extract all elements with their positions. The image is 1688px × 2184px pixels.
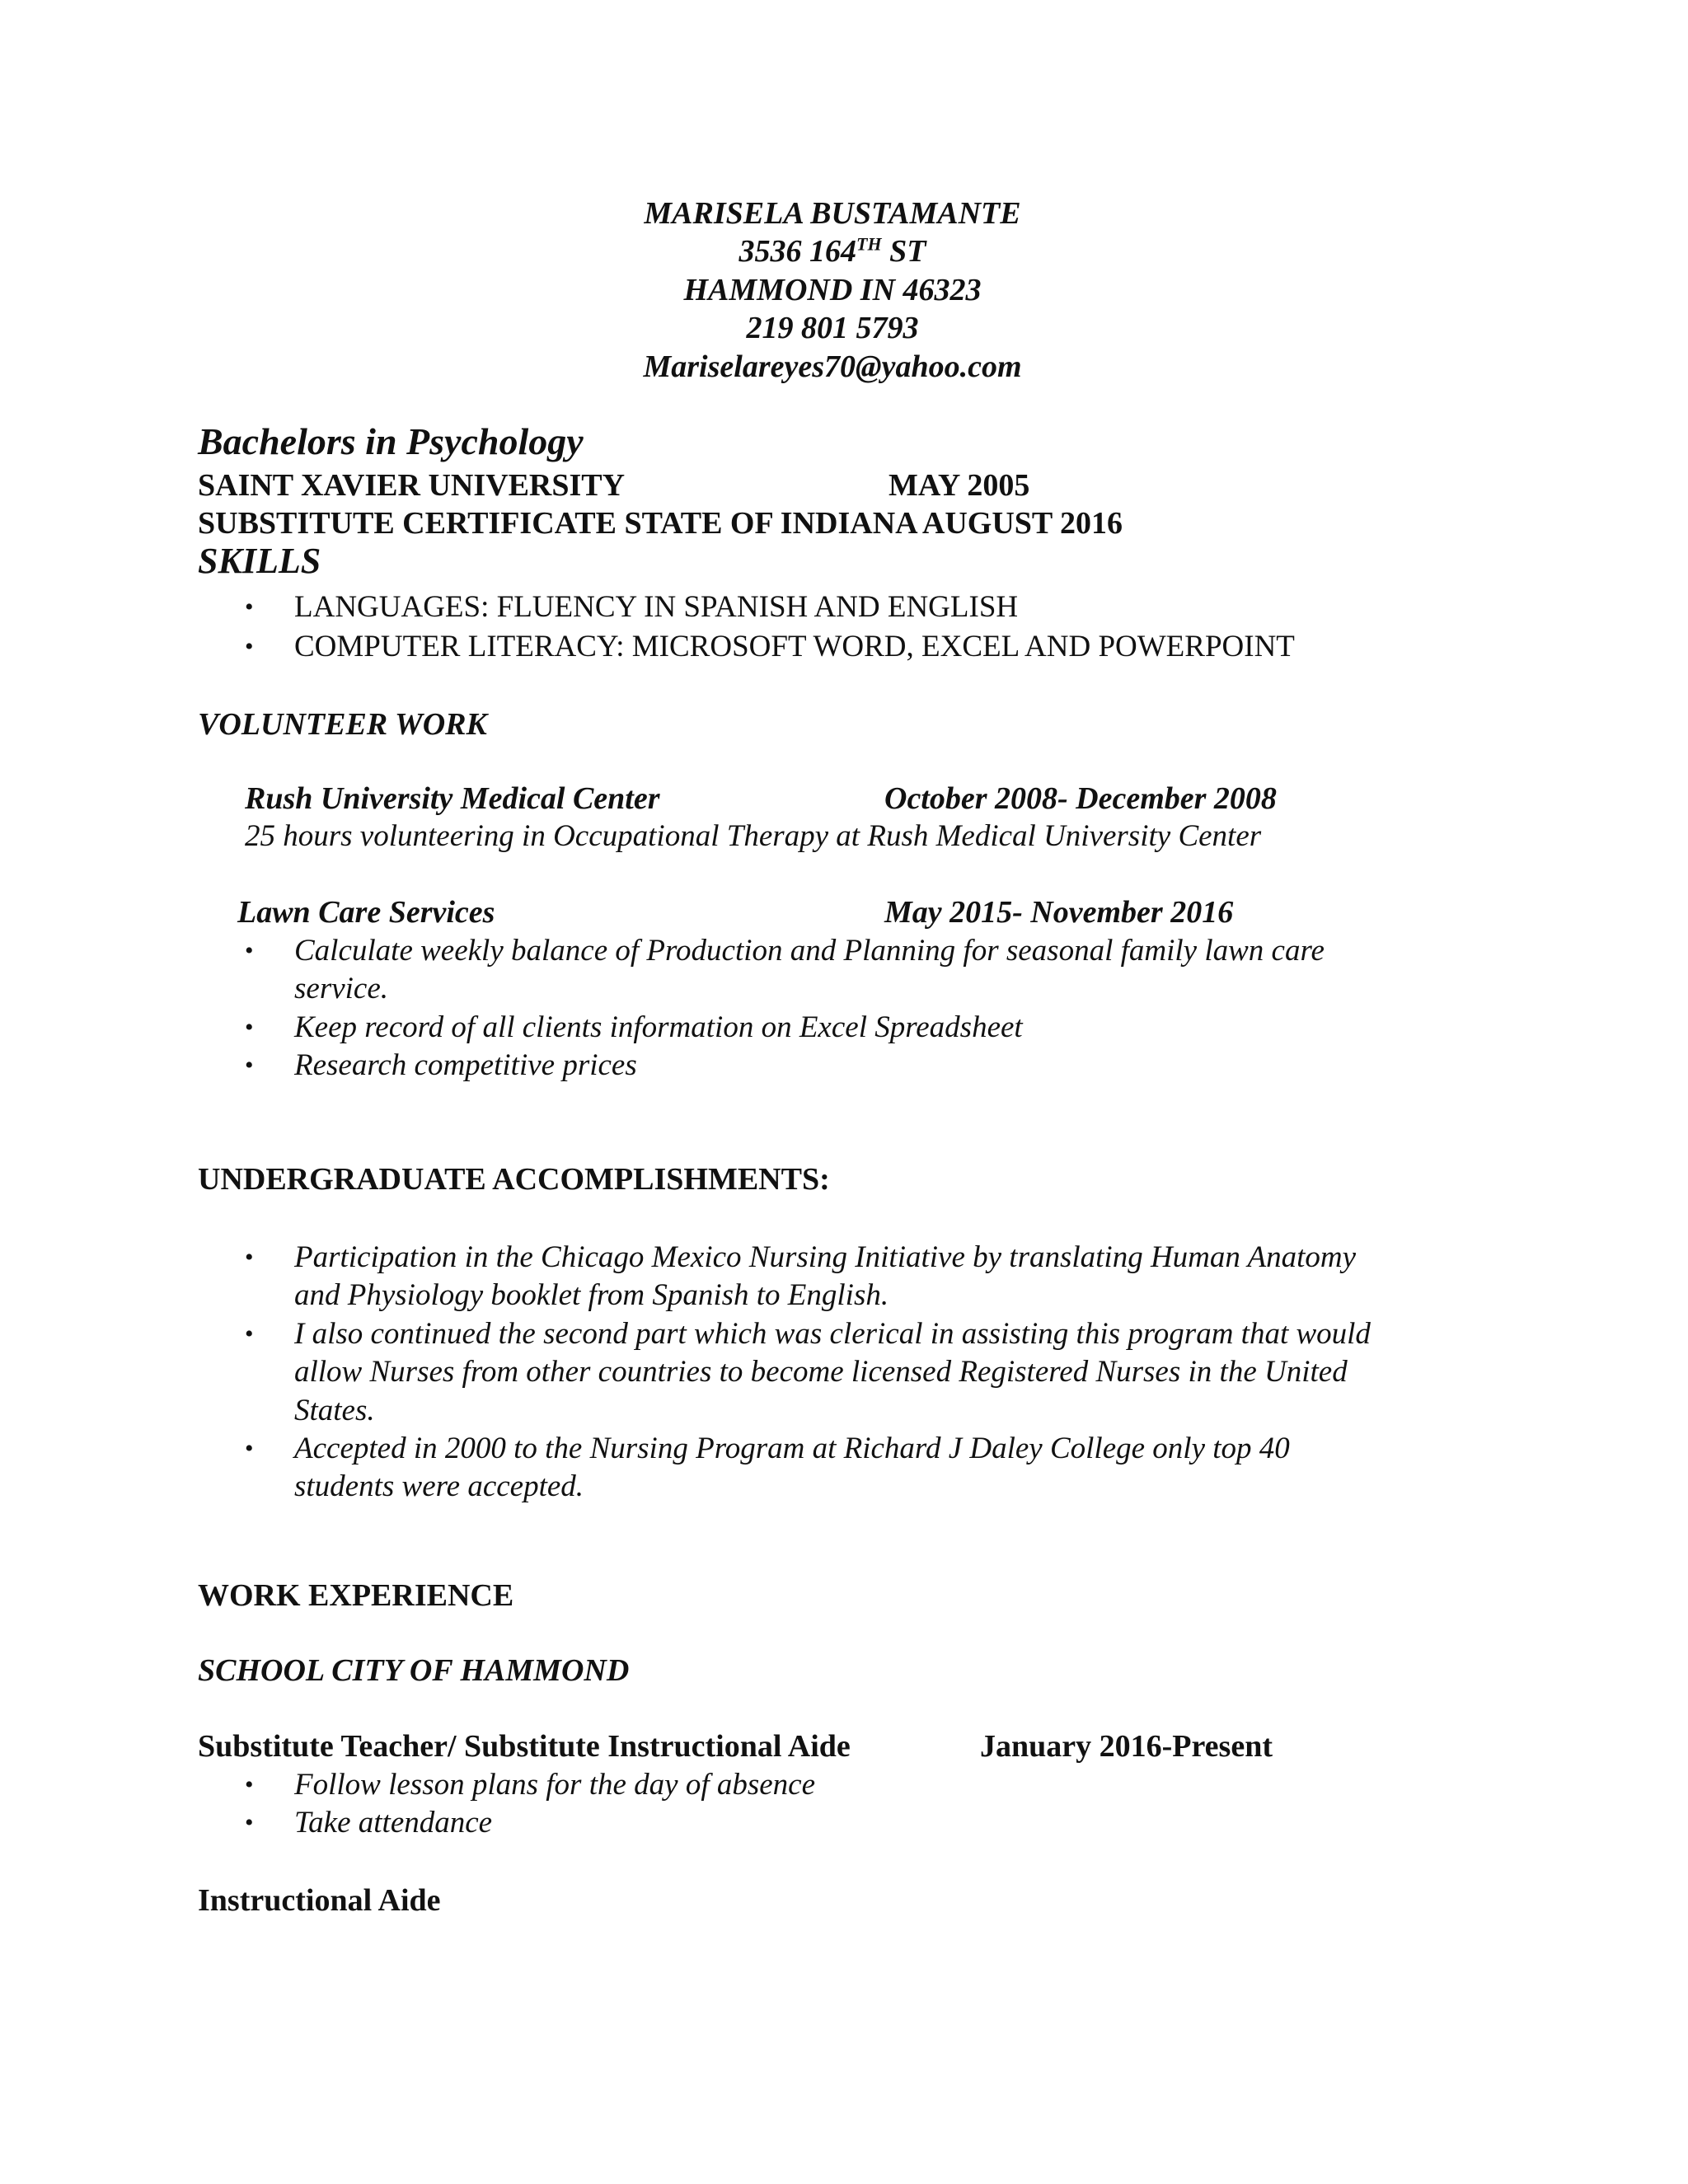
rush-dates: October 2008- December 2008 [884,781,1277,816]
bullet-icon: • [245,1320,254,1347]
work-heading: WORK EXPERIENCE [198,1578,514,1613]
accomplishment-line: I also continued the second part which was clerical in assisting this program that would [294,1317,1371,1351]
phone-number: 219 801 5793 [746,311,919,345]
street-address: 3536 164TH ST [738,233,926,269]
job-duty: Follow lesson plans for the day of absence [294,1768,816,1802]
accomplishment-line: students were accepted. [294,1469,584,1503]
accomplishment-line: Accepted in 2000 to the Nursing Program at Richard J Daley College only top 40 [294,1432,1290,1465]
rush-description: 25 hours volunteering in Occupational Therapy at Rush Medical University Center [245,819,1262,853]
skills-heading: SKILLS [198,541,321,581]
city-state-zip: HAMMOND IN 46323 [683,273,982,307]
rush-org: Rush University Medical Center [245,781,660,816]
school-name: SAINT XAVIER UNIVERSITY [198,468,626,503]
email-address: Mariselareyes70@yahoo.com [643,349,1022,384]
bullet-icon: • [245,1244,254,1271]
skill-item: LANGUAGES: FLUENCY IN SPANISH AND ENGLISH [294,590,1019,624]
accomplishment-line: Participation in the Chicago Mexico Nursing Initiative by translating Human Anatomy [294,1240,1357,1274]
lawn-duty: Research competitive prices [294,1048,637,1082]
bullet-icon: • [245,1809,254,1836]
job-title: Instructional Aide [198,1883,441,1918]
undergrad-heading: UNDERGRADUATE ACCOMPLISHMENTS: [198,1162,830,1197]
bullet-icon: • [245,633,254,660]
degree-heading: Bachelors in Psychology [198,420,584,462]
employer-name: SCHOOL CITY OF HAMMOND [198,1653,630,1688]
accomplishment-line: and Physiology booklet from Spanish to English. [294,1278,889,1312]
applicant-name: MARISELA BUSTAMANTE [644,196,1021,231]
accomplishment-line: States. [294,1394,375,1427]
certificate-line: SUBSTITUTE CERTIFICATE STATE OF INDIANA AUGUST 2016 [198,506,1123,541]
school-date: MAY 2005 [889,468,1030,503]
lawn-dates: May 2015- November 2016 [884,895,1234,930]
bullet-icon: • [245,1052,254,1079]
bullet-icon: • [245,937,254,964]
lawn-duty-cont: service. [294,972,389,1005]
skill-item: COMPUTER LITERACY: MICROSOFT WORD, EXCEL AND POWERPOINT [294,630,1295,663]
bullet-icon: • [245,1014,254,1041]
bullet-icon: • [245,1435,254,1462]
lawn-duty: Calculate weekly balance of Production and Planning for seasonal family lawn care [294,934,1325,968]
bullet-icon: • [245,593,254,621]
volunteer-heading: VOLUNTEER WORK [198,707,487,742]
bullet-icon: • [245,1771,254,1798]
lawn-org: Lawn Care Services [237,895,495,930]
lawn-duty: Keep record of all clients information on Excel Spreadsheet [294,1010,1023,1044]
job-dates: January 2016-Present [980,1729,1273,1764]
job-title: Substitute Teacher/ Substitute Instructional Aide [198,1729,851,1764]
accomplishment-line: allow Nurses from other countries to become licensed Registered Nurses in the United [294,1355,1348,1389]
job-duty: Take attendance [294,1806,493,1840]
